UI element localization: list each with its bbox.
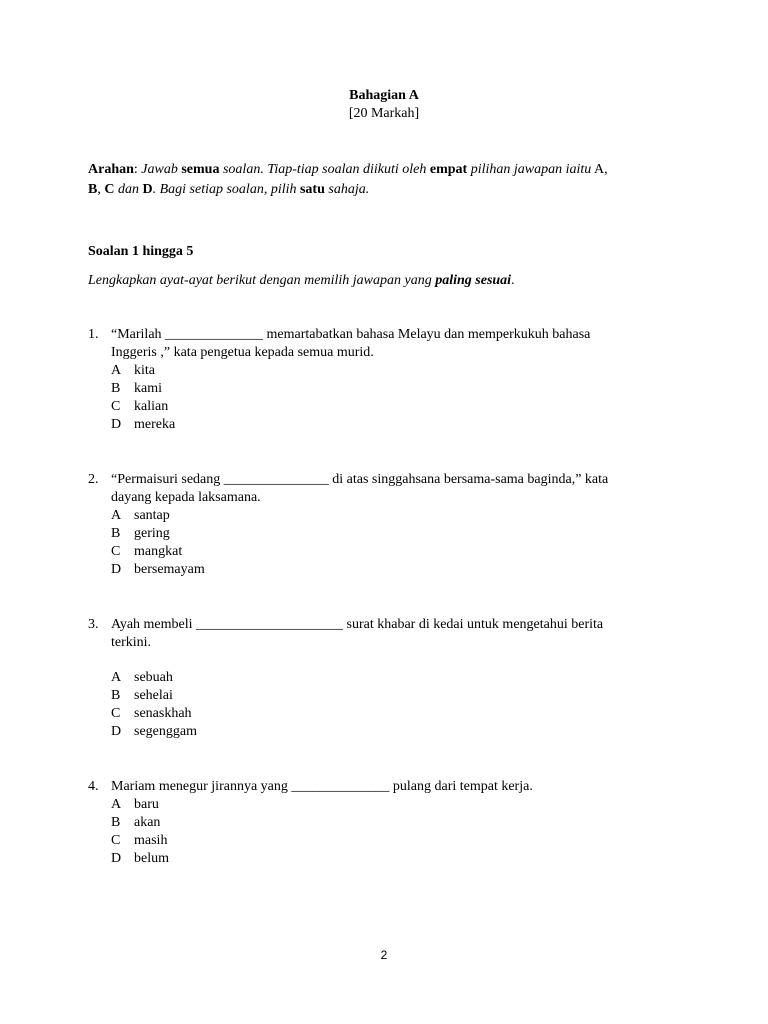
option-d: D segenggam	[111, 724, 197, 739]
option-a: A sebuah	[111, 670, 173, 685]
page-number: 2	[380, 948, 388, 962]
option-b: B kami	[111, 381, 162, 396]
option-d: D belum	[111, 851, 169, 866]
option-c: C masih	[111, 833, 168, 848]
question-group-heading: Soalan 1 hingga 5	[88, 244, 194, 259]
question-number: 4.	[88, 779, 99, 794]
question-text-line2: dayang kepada laksamana.	[111, 490, 261, 505]
question-text-line1: “Permaisuri sedang _______________ di atas singgahsana bersama-sama baginda,” kata	[111, 472, 609, 487]
option-d: D bersemayam	[111, 562, 205, 577]
option-b: B akan	[111, 815, 161, 830]
question-text-line1: Ayah membeli _____________________ surat khabar di kedai untuk mengetahui berita	[111, 617, 604, 632]
option-d: D mereka	[111, 417, 176, 432]
option-b: B sehelai	[111, 688, 173, 703]
section-title: Bahagian A	[349, 88, 419, 103]
question-number: 3.	[88, 617, 99, 632]
instructions-label: Arahan	[88, 162, 134, 177]
question-text-line2: Inggeris ,” kata pengetua kepada semua murid.	[111, 345, 374, 360]
question-text-line1: “Marilah ______________ memartabatkan bahasa Melayu dan memperkukuh bahasa	[111, 327, 591, 342]
question-group-instruction: Lengkapkan ayat-ayat berikut dengan memilih jawapan yang paling sesuai.	[88, 273, 515, 288]
option-c: C mangkat	[111, 544, 183, 559]
option-b: B gering	[111, 526, 170, 541]
question-text-line2: terkini.	[111, 635, 152, 650]
option-a: A kita	[111, 363, 155, 378]
question-text-line1: Mariam menegur jirannya yang ______________ pulang dari tempat kerja.	[111, 779, 533, 794]
option-c: C kalian	[111, 399, 169, 414]
option-a: A baru	[111, 797, 159, 812]
option-c: C senaskhah	[111, 706, 192, 721]
instructions: Arahan: Jawab semua soalan. Tiap-tiap soalan diikuti oleh empat pilihan jawapan iaitu A, B, C dan D. Bagi setiap soalan, pilih satu sahaja.	[88, 162, 608, 197]
option-a: A santap	[111, 508, 170, 523]
section-marks: [20 Markah]	[348, 106, 420, 121]
question-number: 1.	[88, 327, 99, 342]
question-number: 2.	[88, 472, 99, 487]
